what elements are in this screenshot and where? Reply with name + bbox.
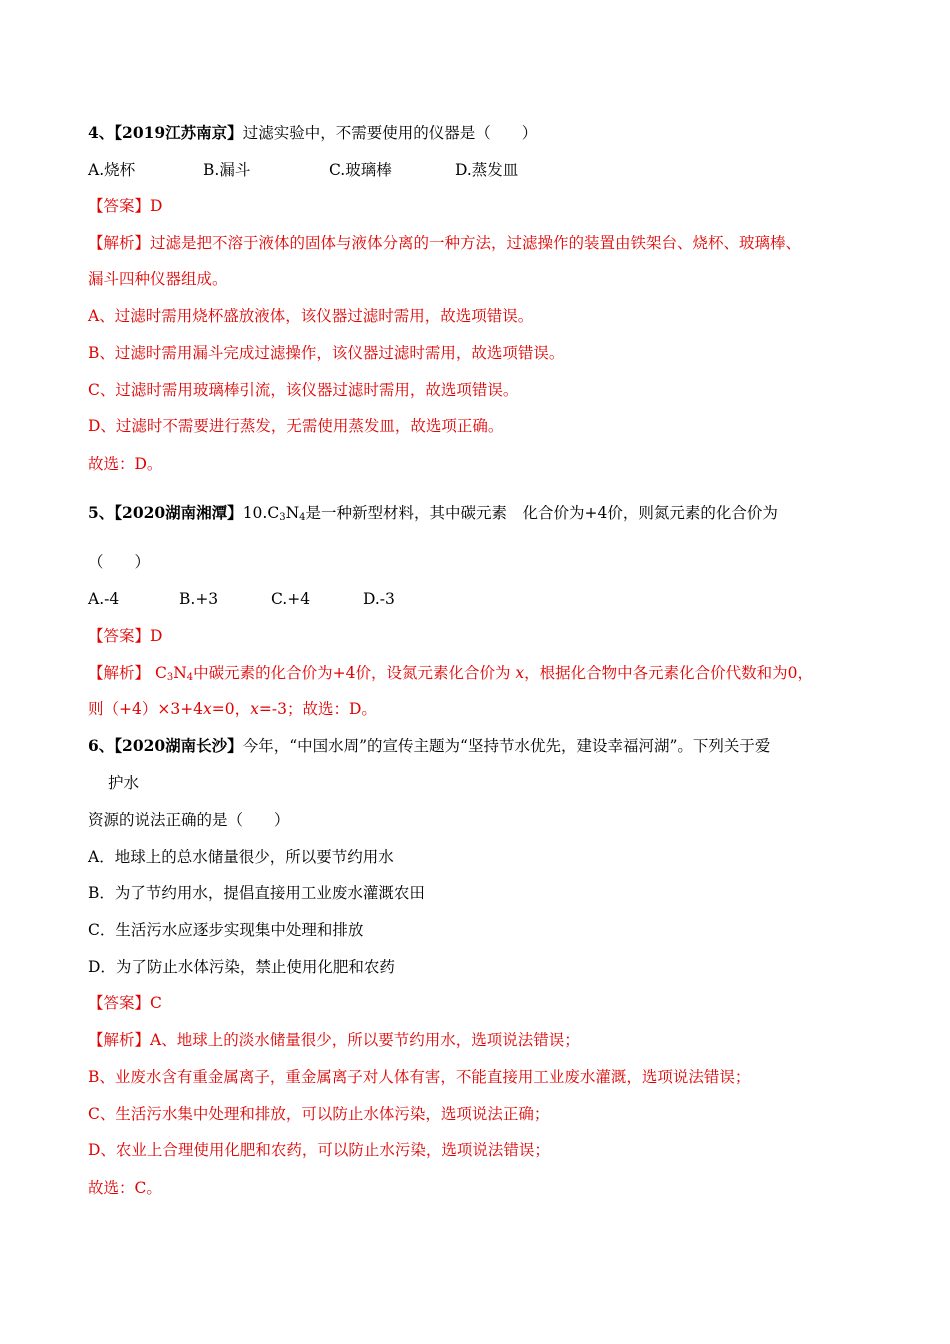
q5-equation-x1: x <box>203 700 212 718</box>
q5-option-a: A.-4 <box>88 590 120 608</box>
q5-stem <box>88 503 778 528</box>
q5-equation-x2: x <box>250 700 259 718</box>
q5-analysis-sub-1: 3 <box>166 672 174 683</box>
q4-source: 【2019江苏南京】 <box>114 123 243 142</box>
q5-sub-1: 3 <box>279 512 286 523</box>
q4-stem-text: 过滤实验中，不需要使用的仪器是（ ） <box>242 124 538 142</box>
q4-conclusion: 故选：D。 <box>88 455 163 473</box>
q5-analysis-pre: C <box>150 664 167 682</box>
q5-analysis-line1 <box>88 663 813 688</box>
q5-analysis-mid: N <box>173 664 187 682</box>
q6-source: 【2020湖南长沙】 <box>114 736 243 755</box>
q5-analysis-sub-2: 4 <box>186 672 194 683</box>
q5-equation-mid: =0， <box>211 700 251 718</box>
q6-stem-continuation: 护水 <box>108 774 140 792</box>
q4-option-a: A.烧杯 <box>88 161 136 179</box>
q6-option-d: D．为了防止水体污染，禁止使用化肥和农药 <box>88 958 395 976</box>
q5-blank: （ ） <box>88 553 151 571</box>
q6-analysis-d: D、农业上合理使用化肥和农药，可以防止水污染，选项说法错误； <box>88 1141 550 1159</box>
q6-stem <box>88 736 770 756</box>
q4-options <box>88 160 518 180</box>
q4-analysis-b: B、过滤时需用漏斗完成过滤操作，该仪器过滤时需用，故选项错误。 <box>88 344 565 362</box>
q6-stem-line2: 资源的说法正确的是（ ） <box>88 811 290 829</box>
q5-stem-mid: N <box>285 504 300 522</box>
q6-analysis-a: 【解析】A、地球上的淡水储量很少，所以要节约用水，选项说法错误； <box>88 1031 580 1049</box>
q5-option-b: B.+3 <box>179 590 219 608</box>
q6-answer: 【答案】C <box>88 994 162 1012</box>
q4-analysis-c: C、过滤时需用玻璃棒引流，该仪器过滤时需用，故选项错误。 <box>88 381 519 399</box>
q5-analysis-post2: ，根据化合物中各元素化合价代数和为0， <box>524 664 814 682</box>
q4-number: 4、 <box>88 123 115 142</box>
q5-equation-pre: 则（+4）×3+4 <box>88 700 204 718</box>
q6-analysis-c: C、生活污水集中处理和排放，可以防止水体污染，选项说法正确； <box>88 1105 550 1123</box>
q4-stem <box>88 123 537 143</box>
q5-analysis-post1: 中碳元素的化合价为+4价，设氮元素化合价为 <box>193 664 516 682</box>
q6-analysis-b: B、业废水含有重金属离子，重金属离子对人体有害，不能直接用工业废水灌溉，选项说法错误； <box>88 1068 751 1086</box>
q5-number: 5、 <box>88 503 115 522</box>
q5-sub-2: 4 <box>299 512 306 523</box>
q4-analysis-d: D、过滤时不需要进行蒸发，无需使用蒸发皿，故选项正确。 <box>88 417 504 435</box>
q6-option-b: B．为了节约用水，提倡直接用工业废水灌溉农田 <box>88 884 425 902</box>
q5-stem-pre: 10.C <box>242 504 280 522</box>
q4-option-d: D.蒸发皿 <box>455 161 519 179</box>
q5-option-d: D.-3 <box>363 590 395 608</box>
q4-analysis-line2: 漏斗四种仪器组成。 <box>88 270 228 288</box>
q5-stem-post: 是一种新型材料，其中碳元素 化合价为+4价，则氮元素的化合价为 <box>305 504 778 522</box>
q6-conclusion: 故选：C。 <box>88 1179 162 1197</box>
q5-option-c: C.+4 <box>271 590 311 608</box>
q5-equation-post: =-3；故选：D。 <box>258 700 377 718</box>
q4-option-c: C.玻璃棒 <box>329 161 392 179</box>
q6-option-a: A．地球上的总水储量很少，所以要节约用水 <box>88 848 394 866</box>
q5-analysis-tag: 【解析】 <box>88 664 151 682</box>
q5-variable-x: x <box>515 664 525 682</box>
q6-number: 6、 <box>88 736 115 755</box>
q5-analysis-line2 <box>88 699 377 719</box>
q5-answer: 【答案】D <box>88 627 163 645</box>
q6-stem-text: 今年，“中国水周”的宣传主题为“坚持节水优先，建设幸福河湖”。下列关于爱 <box>242 737 771 755</box>
q5-source: 【2020湖南湘潭】 <box>114 503 243 522</box>
q6-option-c: C．生活污水应逐步实现集中处理和排放 <box>88 921 364 939</box>
q4-option-b: B.漏斗 <box>203 161 251 179</box>
q4-analysis-line1: 【解析】过滤是把不溶于液体的固体与液体分离的一种方法，过滤操作的装置由铁架台、烧杯、玻璃棒、 <box>88 234 802 252</box>
q4-analysis-a: A、过滤时需用烧杯盛放液体，该仪器过滤时需用，故选项错误。 <box>88 307 534 325</box>
q4-answer: 【答案】D <box>88 197 163 215</box>
q5-options <box>88 589 395 609</box>
